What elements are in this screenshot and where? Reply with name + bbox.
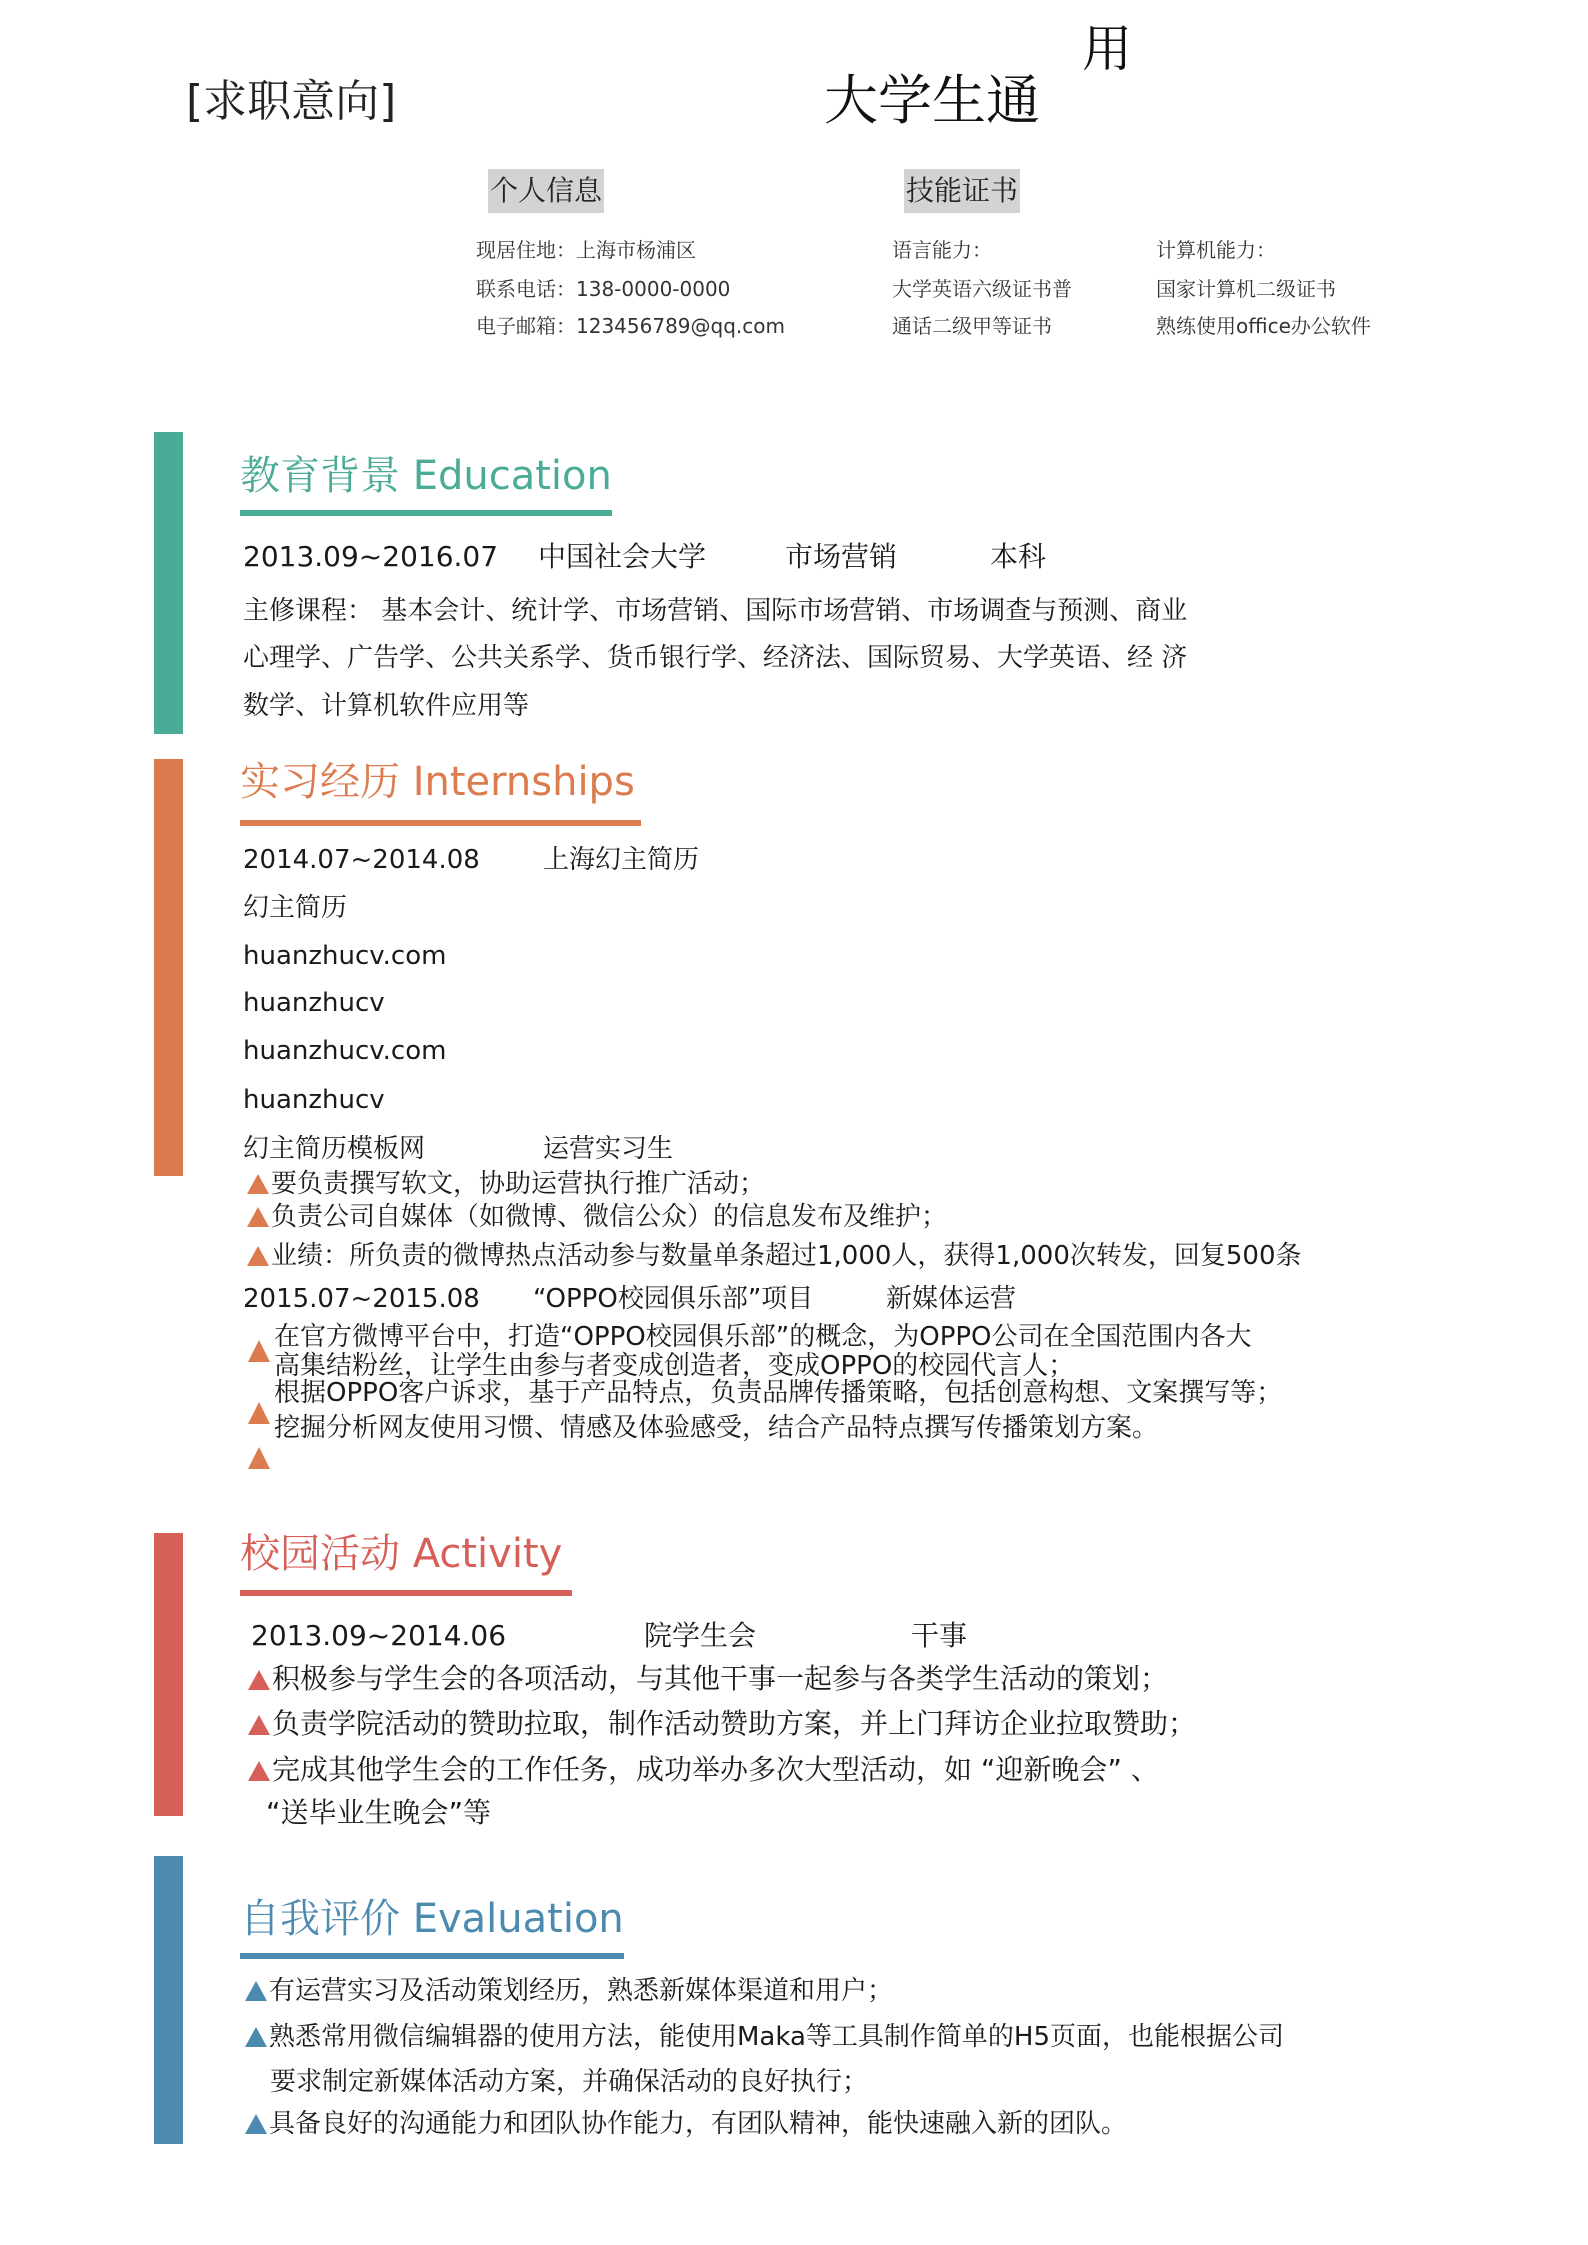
internship1-bullet: 负责公司自媒体（如微博、微信公众）的信息发布及维护； xyxy=(247,1204,947,1230)
internship1-bullet: 要负责撰写软文，协助运营执行推广活动； xyxy=(247,1171,765,1197)
triangle-bullet-icon xyxy=(248,1402,270,1424)
activity-bullet-continuation: “送毕业生晚会”等 xyxy=(266,1796,492,1829)
evaluation-underline xyxy=(240,1953,624,1959)
activity-bullet: 积极参与学生会的各项活动，与其他干事一起参与各类学生活动的策划； xyxy=(248,1665,1168,1693)
personal-phone: 联系电话：138-0000-0000 xyxy=(476,277,731,301)
triangle-bullet-icon xyxy=(247,1246,269,1266)
internship1-company: 上海幻主简历 xyxy=(543,845,700,875)
education-courses-line: 主修课程： 基本会计、统计学、市场营销、国际市场营销、市场调查与预测、商业 xyxy=(243,596,1188,626)
internship2-project: “OPPO校园俱乐部”项目 xyxy=(533,1284,814,1314)
education-degree: 本科 xyxy=(990,540,1047,573)
triangle-bullet-icon xyxy=(247,1207,269,1227)
education-period: 2013.09~2016.07 xyxy=(243,540,499,573)
triangle-bullet-icon xyxy=(248,1670,270,1690)
resume-title: 大学生通 xyxy=(824,69,1040,132)
job-intention: [求职意向] xyxy=(186,76,397,127)
internship1-bullet: 业绩：所负责的微博热点活动参与数量单条超过1,000人，获得1,000次转发，回复500条 xyxy=(247,1243,1302,1269)
internships-accent-bar xyxy=(154,759,183,1176)
internship2-line: 高集结粉丝，让学生由参与者变成创造者，变成OPPO的校园代言人； xyxy=(274,1351,1075,1381)
education-major: 市场营销 xyxy=(785,540,898,573)
evaluation-title: 自我评价 Evaluation xyxy=(240,1896,624,1942)
evaluation-bullet: 熟悉常用微信编辑器的使用方法，能使用Maka等工具制作简单的H5页面，也能根据公司 xyxy=(245,2024,1284,2050)
internship1-line: huanzhucv.com xyxy=(243,1036,447,1066)
skills-computer-line: 国家计算机二级证书 xyxy=(1156,277,1336,301)
activity-role: 干事 xyxy=(911,1619,968,1652)
activity-accent-bar xyxy=(154,1533,183,1816)
internship2-period: 2015.07~2015.08 xyxy=(243,1284,480,1314)
triangle-bullet-icon xyxy=(245,2114,267,2134)
internship1-role: 运营实习生 xyxy=(543,1134,674,1164)
activity-title: 校园活动 Activity xyxy=(240,1531,563,1577)
triangle-bullet-icon xyxy=(245,2027,267,2047)
internship1-line: huanzhucv.com xyxy=(243,941,447,971)
triangle-bullet-icon xyxy=(247,1174,269,1194)
internship1-period: 2014.07~2014.08 xyxy=(243,845,480,875)
internship2-line: 在官方微博平台中，打造“OPPO校园俱乐部”的概念，为OPPO公司在全国范围内各大 xyxy=(274,1322,1252,1352)
skills-language-line: 大学英语六级证书普 xyxy=(892,277,1072,301)
internship1-line: huanzhucv xyxy=(243,1085,385,1115)
skills-computer-line: 熟练使用office办公软件 xyxy=(1156,314,1371,338)
triangle-bullet-icon xyxy=(248,1340,270,1362)
activity-bullet: 负责学院活动的赞助拉取，制作活动赞助方案，并上门拜访企业拉取赞助； xyxy=(248,1710,1196,1738)
internships-underline xyxy=(240,820,641,826)
personal-info-label: 个人信息 xyxy=(488,169,604,213)
personal-email: 电子邮箱：123456789@qq.com xyxy=(476,314,785,338)
evaluation-accent-bar xyxy=(154,1856,183,2144)
education-title: 教育背景 Education xyxy=(240,453,612,499)
activity-org: 院学生会 xyxy=(644,1619,757,1652)
internship2-line: 根据OPPO客户诉求，基于产品特点，负责品牌传播策略，包括创意构想、文案撰写等； xyxy=(274,1378,1283,1408)
education-courses-line: 心理学、广告学、公共关系学、货币银行学、经济法、国际贸易、大学英语、经 济 xyxy=(243,643,1188,673)
triangle-bullet-icon xyxy=(248,1715,270,1735)
skills-language-heading: 语言能力： xyxy=(892,238,992,262)
skills-computer-heading: 计算机能力： xyxy=(1156,238,1276,262)
evaluation-bullet-continuation: 要求制定新媒体活动方案，并确保活动的良好执行； xyxy=(270,2067,869,2097)
triangle-bullet-icon xyxy=(245,1981,267,2001)
education-accent-bar xyxy=(154,432,183,734)
evaluation-bullet: 有运营实习及活动策划经历，熟悉新媒体渠道和用户； xyxy=(245,1978,893,2004)
education-underline xyxy=(240,510,612,516)
resume-title-suffix: 用 xyxy=(1082,20,1132,78)
activity-period: 2013.09~2014.06 xyxy=(251,1619,507,1652)
activity-underline xyxy=(240,1590,572,1596)
internship1-org: 幻主简历模板网 xyxy=(243,1134,426,1164)
internship1-line: 幻主简历 xyxy=(243,893,348,923)
activity-bullet: 完成其他学生会的工作任务，成功举办多次大型活动，如 “迎新晚会” 、 xyxy=(248,1756,1159,1784)
evaluation-bullet: 具备良好的沟通能力和团队协作能力，有团队精神，能快速融入新的团队。 xyxy=(245,2111,1127,2137)
internship1-line: huanzhucv xyxy=(243,988,385,1018)
triangle-bullet-icon xyxy=(248,1447,270,1469)
education-courses-line: 数学、计算机软件应用等 xyxy=(243,691,530,721)
triangle-bullet-icon xyxy=(248,1761,270,1781)
internship2-line: 挖掘分析网友使用习惯、情感及体验感受，结合产品特点撰写传播策划方案。 xyxy=(274,1413,1159,1443)
education-school: 中国社会大学 xyxy=(538,540,707,573)
internship2-role: 新媒体运营 xyxy=(886,1284,1017,1314)
skills-language-line: 通话二级甲等证书 xyxy=(892,314,1052,338)
internships-title: 实习经历 Internships xyxy=(240,759,635,805)
personal-address: 现居住地：上海市杨浦区 xyxy=(476,238,696,262)
skills-label: 技能证书 xyxy=(904,169,1020,213)
